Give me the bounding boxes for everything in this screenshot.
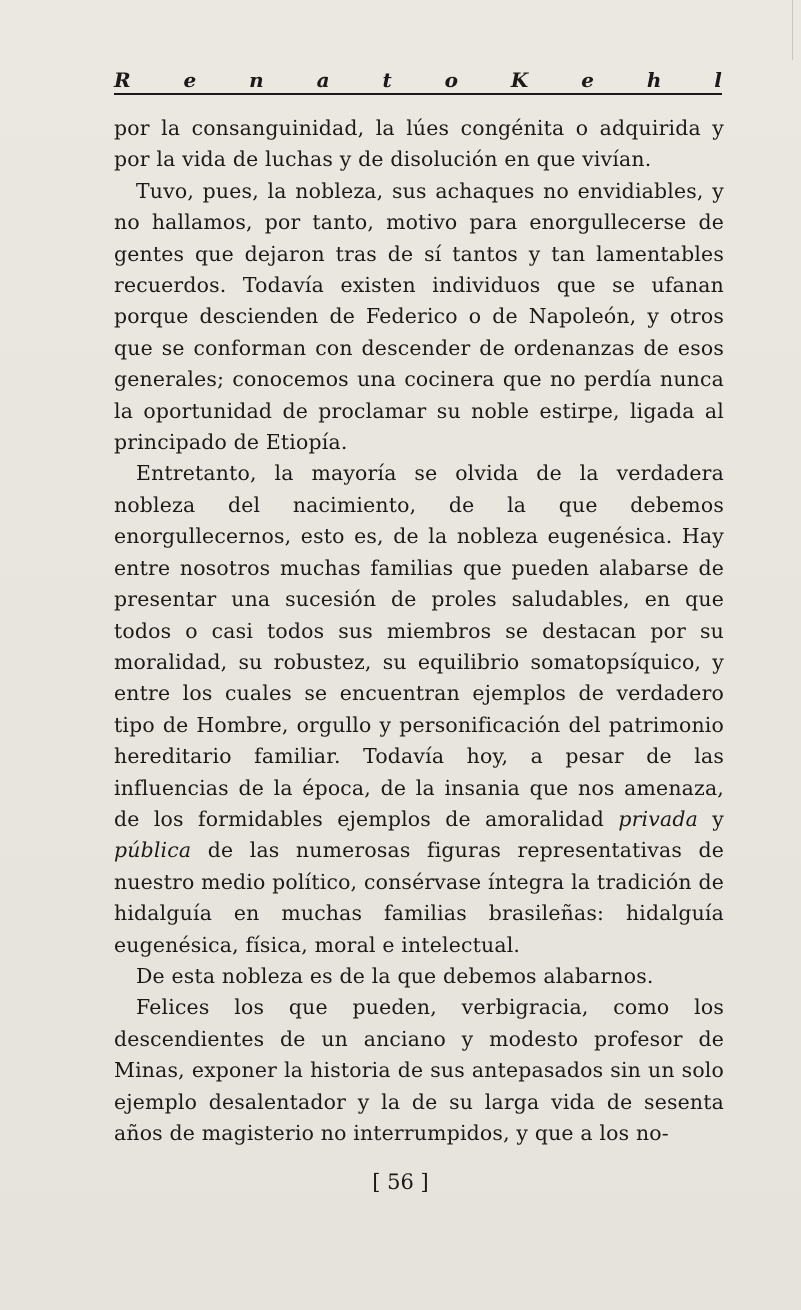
running-head-letter: e — [183, 68, 197, 92]
paragraph — [114, 176, 724, 459]
running-head-letter: h — [646, 68, 662, 92]
paragraph — [114, 992, 724, 1149]
paragraph — [114, 458, 724, 961]
header-rule — [114, 93, 722, 95]
paragraph-text: por la consanguinidad, la lúes congénita o adquirida y por la vida de luchas y de disolución en que vivían. — [114, 116, 724, 172]
running-head-letter: n — [249, 68, 264, 92]
paragraph-text: De esta nobleza es de la que debemos alabarnos. — [136, 963, 654, 988]
paragraph — [114, 961, 724, 992]
paragraph-text: Entretanto, la mayoría se olvida de la verdadera nobleza del nacimiento, de la que debemos enorgullecernos, esto es, de la nobleza eugenésica. Hay entre nosotros muchas familias que pueden alabarse de presentar una sucesión de proles saludables, en que todos o casi todos sus miembros se destacan por su moralidad, su robustez, su equilibrio somatopsíquico, y entre los cuales se encuentran ejemplos de verdadero tipo de Hombre, orgullo y personificación del patrimonio hereditario familiar. Todavía hoy, a pesar de las influencias de la época, de la insania que nos amenaza, de los formidables ejemplos de amoralidad — [114, 461, 724, 831]
running-head-letter: K — [510, 68, 529, 92]
running-head-letter: l — [714, 68, 722, 92]
running-head-letter: a — [316, 68, 330, 92]
italic-text: pública — [114, 838, 192, 863]
body-text — [114, 113, 724, 1149]
paragraph-text: de las numerosas figuras representativas de nuestro medio político, consérvase íntegra la tradición de hidalguía en muchas familias brasileñas: hidalguía eugenésica, física, moral e intelectual. — [114, 838, 724, 957]
paragraph-text: Tuvo, pues, la nobleza, sus achaques no envidiables, y no hallamos, por tanto, motivo para enorgullecerse de gentes que dejaron tras de sí tantos y tan lamentables recuerdos. Todavía existen individuos que se ufanan porque descienden de Federico o de Napoleón, y otros que se conforman con descender de ordenanzas de esos generales; conocemos una cocinera que no perdía nunca la oportunidad de proclamar su noble estirpe, ligada al principado de Etiopía. — [114, 178, 724, 455]
running-head — [114, 66, 722, 94]
paragraph-text: y — [697, 806, 724, 831]
italic-text: privada — [618, 806, 698, 831]
running-head-letter: e — [581, 68, 594, 92]
running-head-letter: o — [444, 68, 458, 92]
running-head-letter: R — [114, 68, 131, 92]
page-edge-mark — [792, 0, 793, 60]
paragraph — [114, 113, 724, 176]
running-head-letter: t — [382, 68, 392, 92]
paragraph-text: Felices los que pueden, verbigracia, como los descendientes de un anciano y modesto profesor de Minas, exponer la historia de sus antepasados sin un solo ejemplo desalentador y la de su larga vida de sesenta años de magisterio no interrumpidos, y que a los no- — [114, 995, 724, 1145]
page-number: [ 56 ] — [372, 1170, 429, 1194]
